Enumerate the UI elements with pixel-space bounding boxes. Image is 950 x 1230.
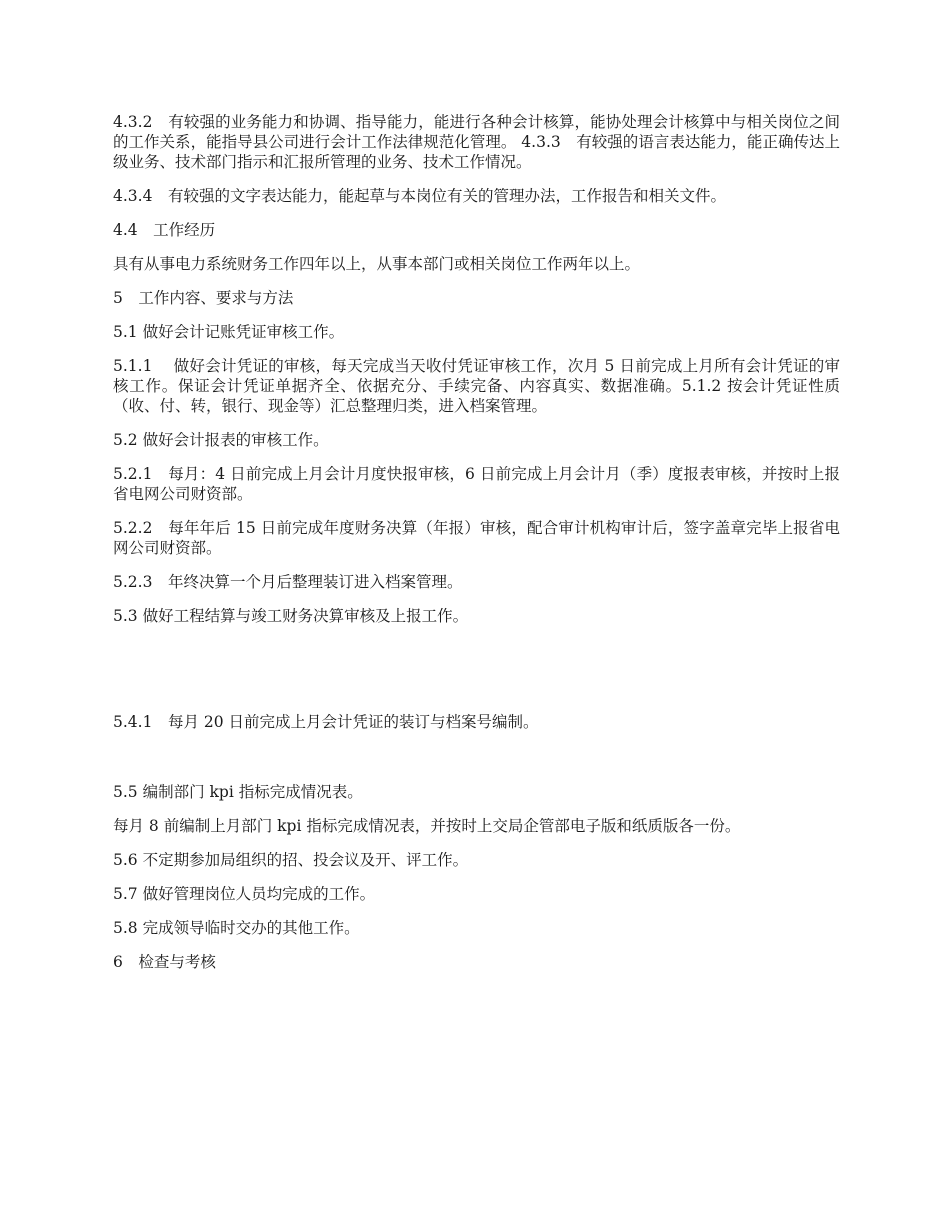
heading-5-1: 5.1 做好会计记账凭证审核工作。 [113, 323, 345, 341]
heading-5-2: 5.2 做好会计报表的审核工作。 [113, 431, 329, 449]
blank-space [113, 640, 840, 712]
heading-6: 6 检查与考核 [113, 953, 216, 971]
paragraph-5-2-2: 5.2.2 每年年后 15 日前完成年度财务决算（年报）审核，配合审计机构审计后，签字盖章完毕上报省电网公司财资部。 [113, 519, 840, 557]
heading-5-7: 5.7 做好管理岗位人员均完成的工作。 [113, 885, 376, 903]
heading-5-6: 5.6 不定期参加局组织的招、投会议及开、评工作。 [113, 851, 469, 869]
heading-5: 5 工作内容、要求与方法 [113, 289, 294, 307]
paragraph-5-2-1: 5.2.1 每月：4 日前完成上月会计月度快报审核，6 日前完成上月会计月（季）度报表审核，并按时上报省电网公司财资部。 [113, 465, 840, 503]
paragraph-5-4-1: 5.4.1 每月 20 日前完成上月会计凭证的装订与档案号编制。 [113, 713, 539, 731]
heading-5-8: 5.8 完成领导临时交办的其他工作。 [113, 919, 360, 937]
paragraph-5-5-detail: 每月 8 前编制上月部门 kpi 指标完成情况表，并按时上交局企管部电子版和纸质版各一份。 [113, 817, 741, 835]
paragraph-5-1-1: 5.1.1 做好会计凭证的审核，每天完成当天收付凭证审核工作，次月 5 日前完成上月所有会计凭证的审核工作。保证会计凭证单据齐全、依据充分、手续完备、内容真实、数据准确。5.1.2 按会计凭证性质（收、付、转，银行、现金等）汇总整理归类，进入档案管理。 [113, 357, 840, 415]
heading-5-3: 5.3 做好工程结算与竣工财务决算审核及上报工作。 [113, 607, 469, 625]
paragraph-4-3-4: 4.3.4 有较强的文字表达能力，能起草与本岗位有关的管理办法，工作报告和相关文件。 [113, 187, 726, 205]
paragraph-5-2-3: 5.2.3 年终决算一个月后整理装订进入档案管理。 [113, 573, 463, 591]
document-page [113, 112, 840, 986]
heading-5-5: 5.5 编制部门 kpi 指标完成情况表。 [113, 783, 363, 801]
blank-space [113, 746, 840, 782]
paragraph-work-experience: 具有从事电力系统财务工作四年以上，从事本部门或相关岗位工作两年以上。 [113, 255, 641, 273]
paragraph-4-3-2: 4.3.2 有较强的业务能力和协调、指导能力，能进行各种会计核算，能协处理会计核算中与相关岗位之间的工作关系，能指导县公司进行会计工作法律规范化管理。 4.3.3 有较强的语言表达能力，能正确传达上级业务、技术部门指示和汇报所管理的业务、技术工作情况。 [113, 113, 840, 171]
heading-4-4: 4.4 工作经历 [113, 221, 216, 239]
